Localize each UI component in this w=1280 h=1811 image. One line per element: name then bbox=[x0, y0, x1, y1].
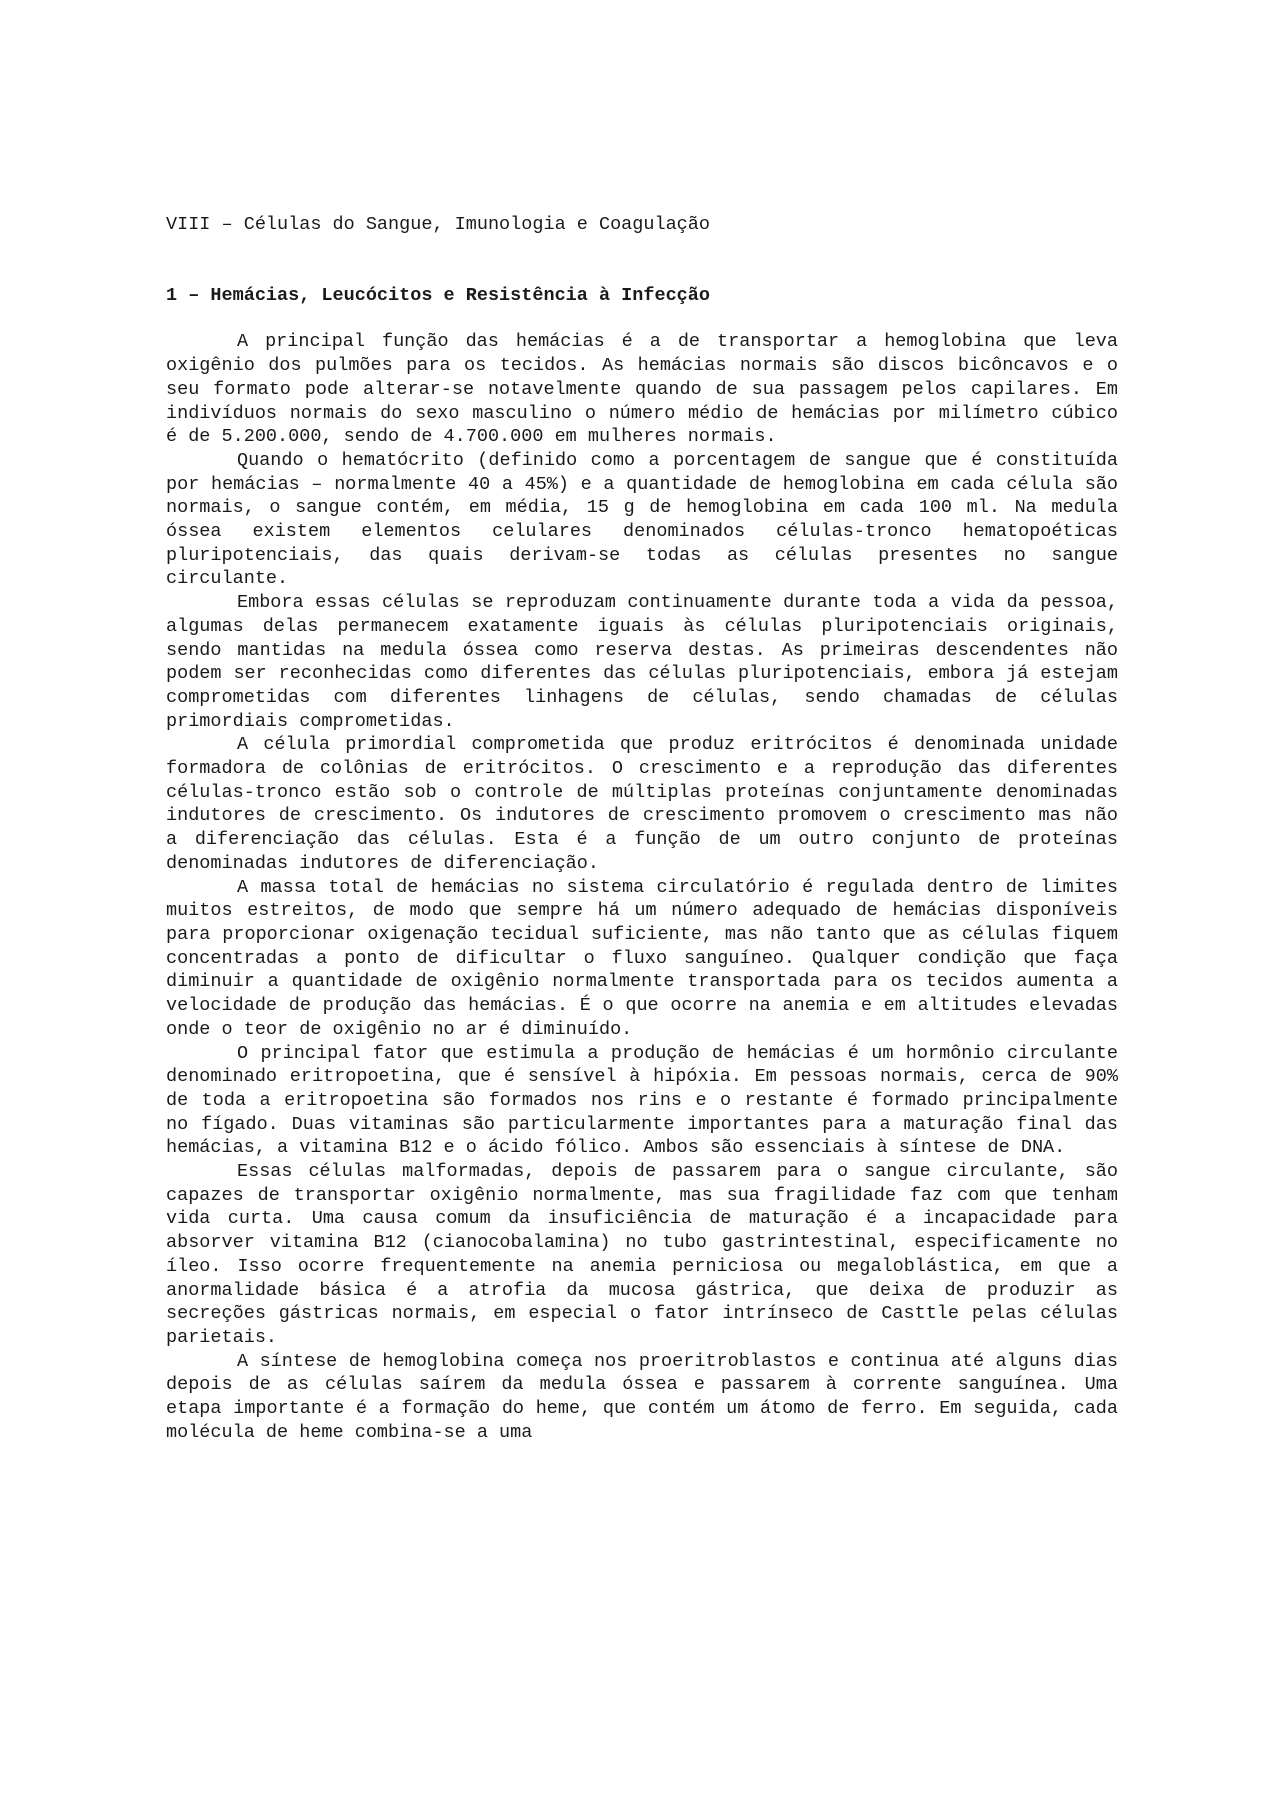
paragraph: Embora essas células se reproduzam continuamente durante toda a vida da pessoa, algumas delas permanecem exatamente iguais às células pluripotenciais originais, sendo mantidas na medula óssea como reserva destas. As primeiras descendentes não podem ser reconhecidas como diferentes das células pluripotenciais, embora já estejam comprometidas com diferentes linhagens de células, sendo chamadas de células primordiais comprometidas. bbox=[166, 592, 1118, 732]
paragraph: O principal fator que estimula a produção de hemácias é um hormônio circulante denominado eritropoetina, que é sensível à hipóxia. Em pessoas normais, cerca de 90% de toda a eritropoetina são formados nos rins e o restante é formado principalmente no fígado. Duas vitaminas são particularmente importantes para a maturação final das hemácias, a vitamina B12 e o ácido fólico. Ambos são essenciais à síntese de DNA. bbox=[166, 1042, 1118, 1159]
paragraph: A massa total de hemácias no sistema circulatório é regulada dentro de limites muitos estreitos, de modo que sempre há um número adequado de hemácias disponíveis para proporcionar oxigenação tecidual suficiente, mas não tanto que as células fiquem concentradas a ponto de dificultar o fluxo sanguíneo. Qualquer condição que faça diminuir a quantidade de oxigênio normalmente transportada para os tecidos aumenta a velocidade de produção das hemácias. É o que ocorre na anemia e em altitudes elevadas onde o teor de oxigênio no ar é diminuído. bbox=[166, 876, 1118, 1040]
paragraph: A célula primordial comprometida que produz eritrócitos é denominada unidade formadora de colônias de eritrócitos. O crescimento e a reprodução das diferentes células-tronco estão sob o controle de múltiplas proteínas conjuntamente denominadas indutores de crescimento. Os indutores de crescimento promovem o crescimento mas não a diferenciação das células. Esta é a função de um outro conjunto de proteínas denominadas indutores de diferenciação. bbox=[166, 734, 1118, 874]
paragraph: A síntese de hemoglobina começa nos proeritroblastos e continua até alguns dias depois de as células saírem da medula óssea e passarem à corrente sanguínea. Uma etapa importante é a formação do heme, que contém um átomo de ferro. Em seguida, cada molécula de heme combina-se a uma bbox=[166, 1350, 1118, 1443]
section-title: 1 – Hemácias, Leucócitos e Resistência à Infecção bbox=[166, 284, 710, 306]
paragraph: A principal função das hemácias é a de transportar a hemoglobina que leva oxigênio dos pulmões para os tecidos. As hemácias normais são discos bicôncavos e o seu formato pode alterar-se notavelmente quando de sua passagem pelos capilares. Em indivíduos normais do sexo masculino o número médio de hemácias por milímetro cúbico é de 5.200.000, sendo de 4.700.000 em mulheres normais. bbox=[166, 331, 1118, 448]
paragraph: Quando o hematócrito (definido como a porcentagem de sangue que é constituída por hemácias – normalmente 40 a 45%) e a quantidade de hemoglobina em cada célula são normais, o sangue contém, em média, 15 g de hemoglobina em cada 100 ml. Na medula óssea existem elementos celulares denominados células-tronco hematopoéticas pluripotenciais, das quais derivam-se todas as células presentes no sangue circulante. bbox=[166, 449, 1118, 590]
chapter-title: VIII – Células do Sangue, Imunologia e Coagulação bbox=[166, 214, 710, 235]
paragraph: Essas células malformadas, depois de passarem para o sangue circulante, são capazes de transportar oxigênio normalmente, mas sua fragilidade faz com que tenham vida curta. Uma causa comum da insuficiência de maturação é a incapacidade para absorver vitamina B12 (cianocobalamina) no tubo gastrintestinal, especificamente no íleo. Isso ocorre frequentemente na anemia perniciosa ou megaloblástica, em que a anormalidade básica é a atrofia da mucosa gástrica, que deixa de produzir as secreções gástricas normais, em especial o fator intrínseco de Casttle pelas células parietais. bbox=[166, 1161, 1118, 1348]
document-body bbox=[166, 213, 1118, 1444]
